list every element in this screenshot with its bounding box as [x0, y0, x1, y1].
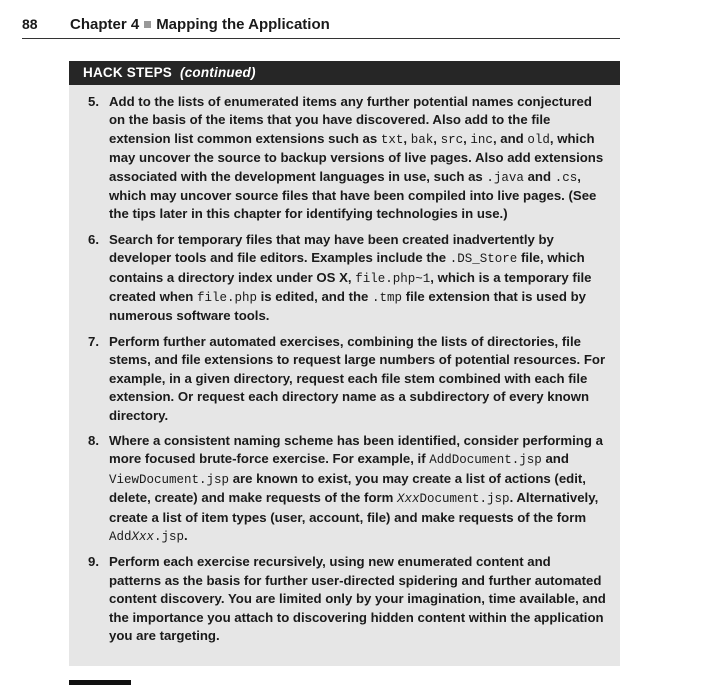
inline-code-placeholder: Xxx — [131, 529, 155, 544]
inline-code: txt — [380, 132, 404, 147]
step-number: 7. — [88, 333, 99, 349]
step-text-run: Perform further automated exercises, combining the lists of directories, file stems, and file extensions to request large numbers of potential resources. For example, in a given directory, request each file stem combined with each file extension. Or request each directory name as a subdirectory of every known directory. — [109, 333, 606, 423]
step-text-run: , — [403, 130, 411, 146]
inline-code: AddDocument.jsp — [429, 453, 542, 468]
step-text-run: Perform each exercise recursively, using new enumerated content and patterns as the basis for further user-directed spidering and further automated content discovery. You are limited only by your imagination, time available, and the importance you attach to discovering hidden content within the application you are targeting. — [109, 554, 606, 643]
step-text-run: file, which contains a directory index under OS X, — [109, 250, 585, 285]
hack-steps-box — [69, 61, 620, 666]
step-number: 8. — [88, 432, 99, 448]
inline-code: .DS_Store — [449, 252, 518, 267]
step-text-run: , — [433, 130, 441, 146]
hack-steps-title: HACK STEPS — [83, 65, 173, 80]
step-number: 5. — [88, 94, 99, 109]
inline-code: ViewDocument.jsp — [109, 472, 230, 487]
step-text — [109, 553, 606, 645]
step-text-run: are known to exist, you may create a list of actions (edit, delete, create) and make requests of the form — [109, 470, 586, 506]
steps-list — [69, 85, 620, 645]
inline-code-placeholder: Xxx — [397, 492, 420, 507]
step-number: 6. — [88, 231, 99, 247]
chapter-title: Mapping the Application — [156, 16, 330, 33]
inline-code: bak — [410, 132, 434, 147]
inline-code: file.php~1 — [355, 271, 431, 286]
inline-code: .java — [486, 170, 524, 185]
inline-code: .tmp — [372, 291, 403, 306]
hack-steps-continued: (continued) — [180, 65, 256, 80]
step-text-run: and — [541, 451, 569, 467]
step-text-run: . Alternatively, create a list of item types (user, account, file) and make requests of the form — [109, 490, 599, 525]
step-text-run: Add to the lists of enumerated items any further potential names conjectured on the basis of the items that you have discovered. Also add to the file extension list common extensions such as — [109, 94, 592, 146]
step-text — [109, 231, 606, 326]
step-text-run: , which may uncover source files that have been compiled into live pages. (See the tips later in this chapter for identifying technologies in use.) — [109, 168, 597, 222]
step-text-run: Search for temporary files that may have been created inadvertently by developer tools and file editors. Examples include the — [109, 231, 554, 266]
chapter-label: Chapter 4 — [70, 16, 140, 33]
step-item — [69, 93, 606, 224]
inline-code: inc — [470, 132, 493, 147]
step-text — [109, 93, 606, 224]
step-item — [69, 231, 606, 326]
step-text-run: , which is a temporary file created when — [109, 269, 592, 305]
hack-steps-title-bar — [69, 61, 620, 85]
inline-code: src — [440, 132, 464, 147]
step-text-run: , which may uncover the source to backup versions of live pages. Also add extensions associated with the development languages in use, such as — [109, 130, 604, 184]
step-text — [109, 432, 606, 546]
step-text-run: , — [463, 130, 471, 146]
inline-code: .jsp — [154, 529, 185, 544]
step-item — [69, 553, 606, 645]
step-text — [109, 333, 606, 425]
step-text-run: Where a consistent naming scheme has been identified, consider performing a more focused brute-force exercise. For example, if — [109, 432, 603, 467]
note-heading-bar — [69, 680, 131, 685]
inline-code: file.php — [196, 291, 257, 306]
step-text-run: , and — [492, 130, 528, 146]
step-item — [69, 432, 606, 546]
inline-code: old — [527, 132, 550, 147]
page-header — [22, 16, 620, 39]
step-text-run: is edited, and the — [256, 289, 373, 305]
step-text-run: and — [523, 168, 555, 184]
page-number: 88 — [22, 16, 38, 32]
inline-code: Document.jsp — [419, 492, 510, 507]
separator-square-icon — [144, 21, 151, 28]
inline-code: .cs — [554, 170, 578, 185]
step-item — [69, 333, 606, 425]
step-number: 9. — [88, 554, 99, 570]
step-text-run: . — [184, 527, 188, 543]
step-text-run: file extension that is used by numerous software tools. — [109, 289, 586, 324]
inline-code: Add — [109, 529, 132, 544]
